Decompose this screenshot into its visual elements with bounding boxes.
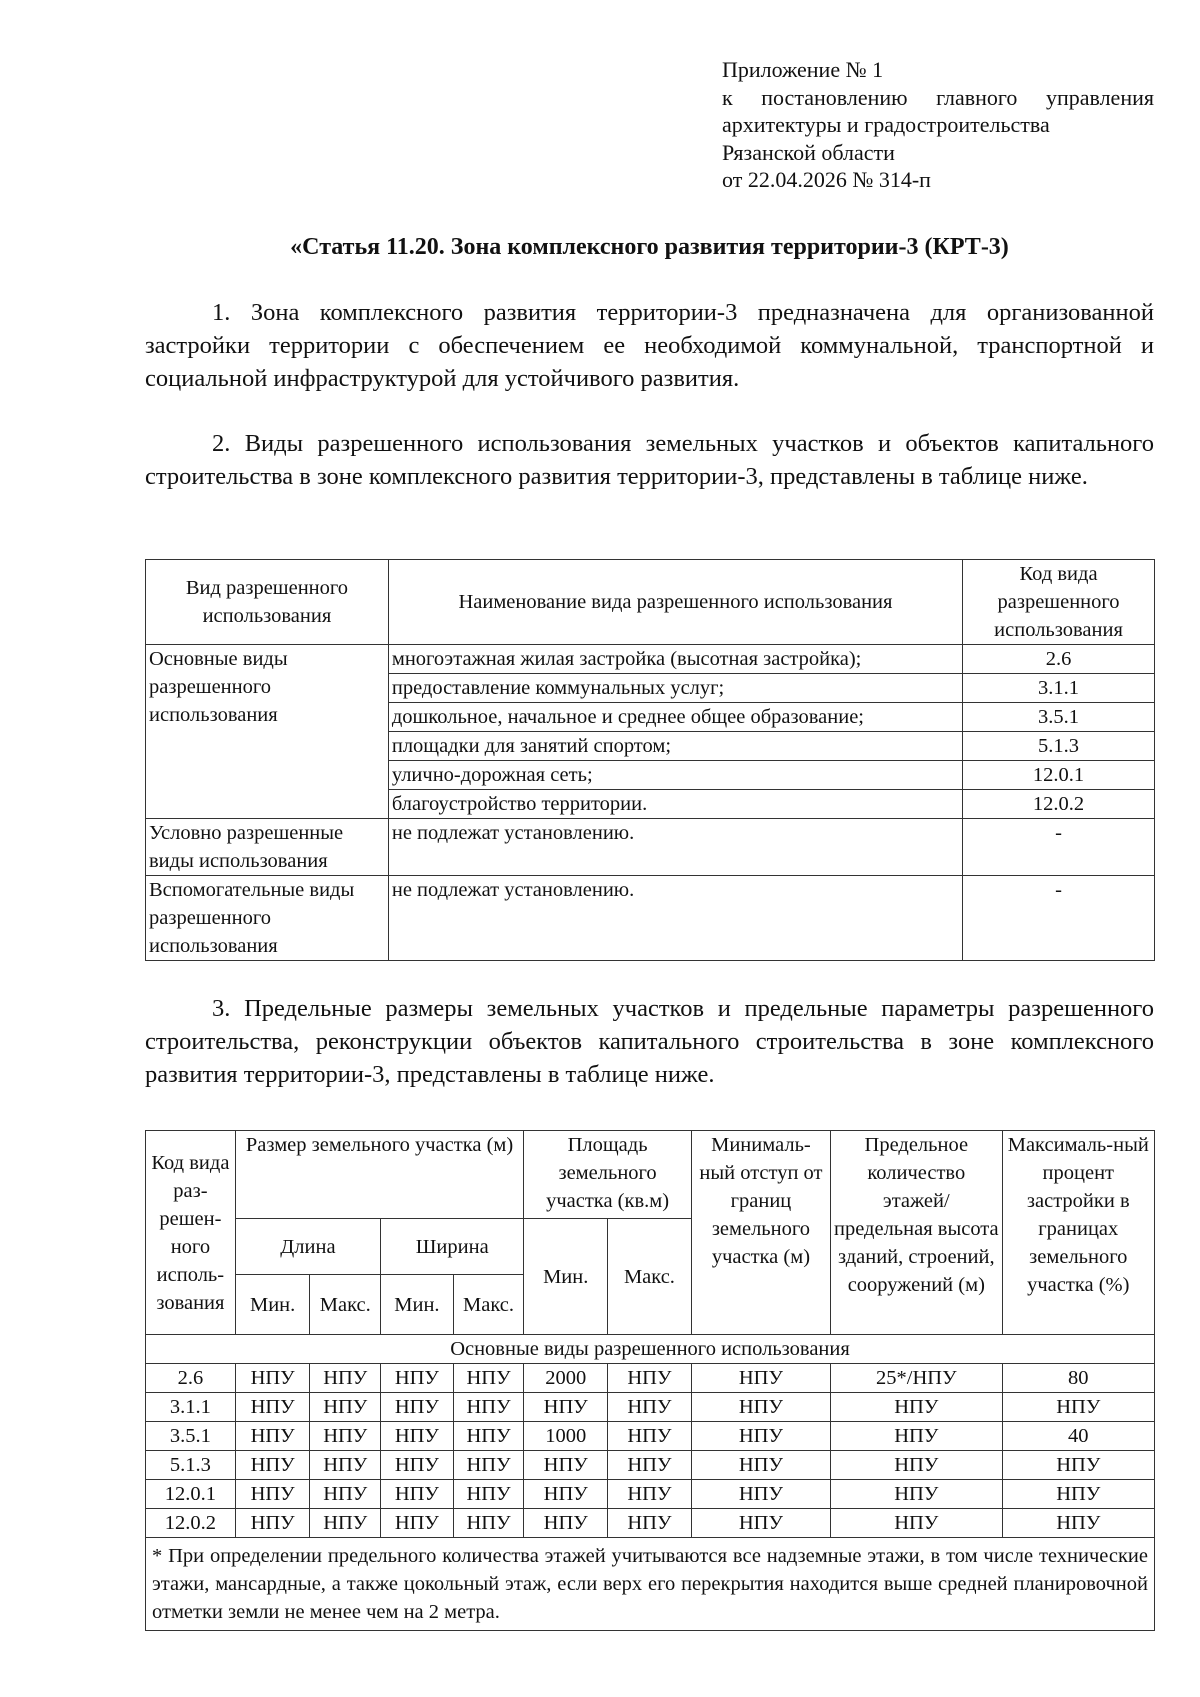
t2-cell: НПУ xyxy=(691,1451,830,1480)
t2-cell: 80 xyxy=(1002,1364,1154,1393)
t2-cell: 25*/НПУ xyxy=(831,1364,1003,1393)
appendix-block xyxy=(722,56,1154,194)
t2-cell: НПУ xyxy=(453,1509,524,1538)
t2-cell: НПУ xyxy=(310,1422,381,1451)
article-title: «Статья 11.20. Зона комплексного развития территории-3 (КРТ-3) xyxy=(290,234,1009,260)
t2-cell: НПУ xyxy=(831,1422,1003,1451)
t2-cell: 1000 xyxy=(524,1422,608,1451)
t2-cell: НПУ xyxy=(310,1509,381,1538)
t2-cell: НПУ xyxy=(235,1364,310,1393)
t2-cell: НПУ xyxy=(1002,1480,1154,1509)
t2-cell: НПУ xyxy=(381,1451,454,1480)
t1-main-code: 12.0.2 xyxy=(963,790,1155,819)
appendix-line-3: архитектуры и градостроительства xyxy=(722,112,1050,137)
t1-main-name: площадки для занятий спортом; xyxy=(388,732,962,761)
t2-cell: 12.0.2 xyxy=(146,1509,236,1538)
t2-cell: 40 xyxy=(1002,1422,1154,1451)
t1-main-name: улично-дорожная сеть; xyxy=(388,761,962,790)
t1-conditional-name: не подлежат установлению. xyxy=(388,819,962,876)
t2-cell: НПУ xyxy=(1002,1393,1154,1422)
t2-cell: НПУ xyxy=(608,1364,692,1393)
t2-cell: НПУ xyxy=(310,1480,381,1509)
t2-cell: НПУ xyxy=(235,1451,310,1480)
t1-auxiliary-code: - xyxy=(963,876,1155,961)
t1-main-code: 5.1.3 xyxy=(963,732,1155,761)
t2-cell: 3.5.1 xyxy=(146,1422,236,1451)
t1-main-name: многоэтажная жилая застройка (высотная застройка); xyxy=(388,645,962,674)
table-row xyxy=(146,1480,1155,1509)
t2-header-area: Площадь земельного участка (кв.м) xyxy=(524,1131,691,1219)
t2-cell: 5.1.3 xyxy=(146,1451,236,1480)
t2-header-area-max: Макс. xyxy=(608,1219,692,1335)
t2-section-title: Основные виды разрешенного использования xyxy=(146,1335,1155,1364)
t2-cell: НПУ xyxy=(608,1509,692,1538)
t2-cell: НПУ xyxy=(524,1451,608,1480)
t2-cell: НПУ xyxy=(381,1393,454,1422)
t2-cell: НПУ xyxy=(1002,1451,1154,1480)
t1-main-code: 12.0.1 xyxy=(963,761,1155,790)
appendix-line-4: Рязанской области xyxy=(722,139,895,165)
t2-cell: НПУ xyxy=(608,1480,692,1509)
t2-cell: 2000 xyxy=(524,1364,608,1393)
appendix-line-2: к постановлению главного управления xyxy=(722,84,1154,110)
t1-conditional-group: Условно разрешенные виды использования xyxy=(146,819,389,876)
t2-cell: НПУ xyxy=(235,1393,310,1422)
t1-main-code: 2.6 xyxy=(963,645,1155,674)
t2-cell: НПУ xyxy=(381,1422,454,1451)
t2-cell: 2.6 xyxy=(146,1364,236,1393)
t2-header-floors: Предельное количество этажей/ предельная высота зданий, строений, сооружений (м) xyxy=(831,1131,1003,1335)
t2-cell: НПУ xyxy=(453,1364,524,1393)
t2-cell: НПУ xyxy=(524,1480,608,1509)
table-row xyxy=(146,1393,1155,1422)
table-row xyxy=(146,1422,1155,1451)
appendix-line-1: Приложение № 1 xyxy=(722,57,884,82)
t2-header-width-max: Макс. xyxy=(453,1275,524,1335)
t2-cell: НПУ xyxy=(381,1364,454,1393)
t2-header-length-min: Мин. xyxy=(235,1275,310,1335)
t1-main-name: предоставление коммунальных услуг; xyxy=(388,674,962,703)
t2-cell: НПУ xyxy=(235,1422,310,1451)
t2-cell: НПУ xyxy=(1002,1509,1154,1538)
t2-header-code: Код вида раз-решен-ного исполь-зования xyxy=(146,1131,236,1335)
t2-cell: НПУ xyxy=(831,1451,1003,1480)
table-row xyxy=(146,1364,1155,1393)
t2-header-length: Длина xyxy=(235,1219,380,1275)
t2-cell: НПУ xyxy=(608,1451,692,1480)
t2-header-area-min: Мин. xyxy=(524,1219,608,1335)
t1-main-code: 3.1.1 xyxy=(963,674,1155,703)
t2-cell: НПУ xyxy=(691,1393,830,1422)
t2-header-size: Размер земельного участка (м) xyxy=(235,1131,524,1219)
t1-auxiliary-group: Вспомогательные виды разрешенного использования xyxy=(146,876,389,961)
t1-conditional-code: - xyxy=(963,819,1155,876)
paragraph-2: 2. Виды разрешенного использования земельных участков и объектов капитального строительства в зоне комплексного развития территории-3, представлены в таблице ниже. xyxy=(145,430,1154,490)
t2-header-coverage: Максималь-ный процент застройки в границах земельного участка (%) xyxy=(1002,1131,1154,1335)
table-row xyxy=(146,1451,1155,1480)
t2-cell: НПУ xyxy=(381,1480,454,1509)
t2-cell: НПУ xyxy=(831,1480,1003,1509)
t2-cell: НПУ xyxy=(831,1393,1003,1422)
appendix-line-5: от 22.04.2026 № 314-п xyxy=(722,167,931,192)
t1-main-code: 3.5.1 xyxy=(963,703,1155,732)
t1-main-name: дошкольное, начальное и среднее общее образование; xyxy=(388,703,962,732)
t2-cell: НПУ xyxy=(524,1393,608,1422)
paragraph-1: 1. Зона комплексного развития территории-3 предназначена для организованной застройки территории с обеспечением ее необходимой коммунальной, транспортной и социальной инфраструктурой для устойчивого развития. xyxy=(145,299,1154,392)
t1-auxiliary-name: не подлежат установлению. xyxy=(388,876,962,961)
permitted-use-table xyxy=(145,559,1155,961)
t2-cell: НПУ xyxy=(310,1364,381,1393)
paragraph-3: 3. Предельные размеры земельных участков и предельные параметры разрешенного строительства, реконструкции объектов капитального строительства в зоне комплексного развития территории-3, представлены в таблице ниже. xyxy=(145,995,1154,1088)
t2-cell: НПУ xyxy=(453,1422,524,1451)
t2-cell: НПУ xyxy=(310,1451,381,1480)
t2-cell: НПУ xyxy=(453,1393,524,1422)
t2-cell: НПУ xyxy=(453,1480,524,1509)
t2-cell: НПУ xyxy=(691,1422,830,1451)
t2-header-width: Ширина xyxy=(381,1219,524,1275)
t2-cell: НПУ xyxy=(831,1509,1003,1538)
t2-cell: НПУ xyxy=(235,1509,310,1538)
t1-main-name: благоустройство территории. xyxy=(388,790,962,819)
t2-cell: НПУ xyxy=(310,1393,381,1422)
t2-cell: НПУ xyxy=(453,1451,524,1480)
t2-cell: НПУ xyxy=(691,1509,830,1538)
t2-cell: НПУ xyxy=(691,1480,830,1509)
t2-header-setback: Минималь-ный отступ от границ земельного участка (м) xyxy=(691,1131,830,1335)
t2-cell: НПУ xyxy=(608,1393,692,1422)
limits-table xyxy=(145,1130,1155,1631)
t2-cell: НПУ xyxy=(691,1364,830,1393)
t2-header-width-min: Мин. xyxy=(381,1275,454,1335)
t2-cell: 3.1.1 xyxy=(146,1393,236,1422)
t2-cell: НПУ xyxy=(524,1509,608,1538)
table-row xyxy=(146,1509,1155,1538)
t1-header-code: Код вида разрешенного использования xyxy=(963,560,1155,645)
t2-cell: НПУ xyxy=(235,1480,310,1509)
t2-cell: НПУ xyxy=(608,1422,692,1451)
t2-cell: НПУ xyxy=(381,1509,454,1538)
t2-header-length-max: Макс. xyxy=(310,1275,381,1335)
t2-cell: 12.0.1 xyxy=(146,1480,236,1509)
t1-header-name: Наименование вида разрешенного использования xyxy=(388,560,962,645)
t1-header-type: Вид разрешенного использования xyxy=(146,560,389,645)
t2-footnote: * При определении предельного количества этажей учитываются все надземные этажи, в том числе технические этажи, мансардные, а также цокольный этаж, если верх его перекрытия находится выше средней планировочной отметки земли не менее чем на 2 метра. xyxy=(146,1538,1155,1631)
t1-main-group: Основные виды разрешенного использования xyxy=(146,645,389,819)
